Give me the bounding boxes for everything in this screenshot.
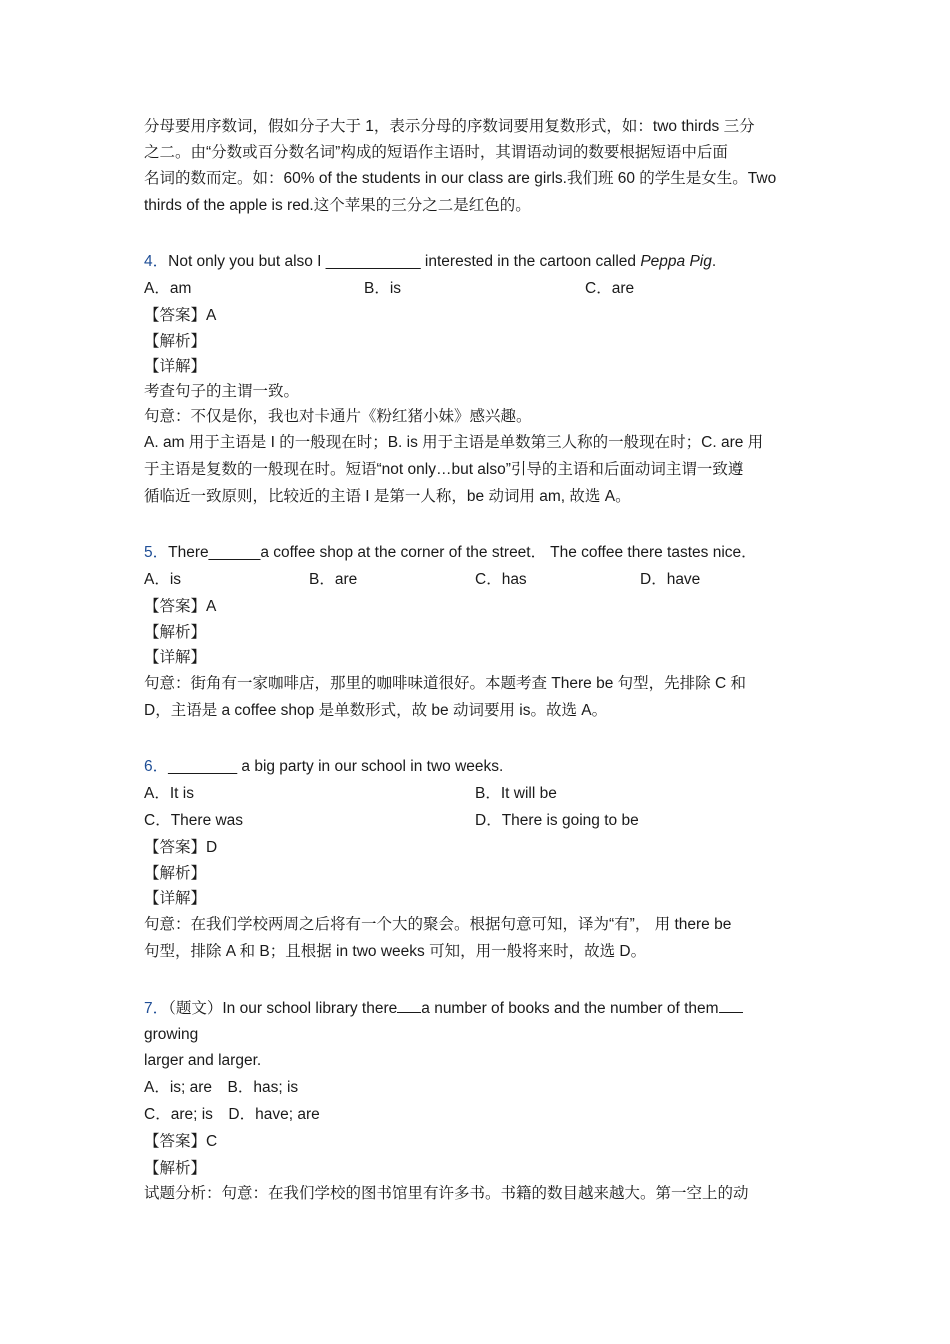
question-5-stem — [144, 543, 757, 563]
question-4-explain-3: A. am 用于主语是 I 的一般现在时；B. is 用于主语是单数第三人称的一般现在时；C. are 用 — [144, 434, 764, 451]
question-6-option-d: D．There is going to be — [475, 812, 639, 829]
question-7-options-2: C．are; is D．have; are — [144, 1106, 320, 1123]
question-7-line-3: larger and larger. — [144, 1052, 262, 1069]
question-6-option-a: A．It is — [144, 785, 194, 802]
question-7-blank-1 — [397, 998, 421, 1013]
question-5-option-d: D．have — [640, 571, 701, 588]
question-5-answer: 【答案】A — [144, 598, 217, 615]
question-7-answer: 【答案】C — [144, 1133, 218, 1150]
question-6-option-b: B．It will be — [475, 785, 557, 802]
question-4-answer: 【答案】A — [144, 307, 217, 324]
question-4-explain-4: 于主语是复数的一般现在时。短语“not only…but also”引导的主语和后面动词主谓一致遵 — [144, 461, 744, 478]
question-7-line-2: growing — [144, 1026, 199, 1043]
question-6-answer: 【答案】D — [144, 839, 218, 856]
question-5-analysis: 【解析】 — [144, 624, 207, 641]
question-7-text-b: a number of books and the number of them — [421, 1000, 719, 1017]
question-7-number: 7． — [144, 1000, 169, 1017]
question-4-analysis: 【解析】 — [144, 333, 207, 350]
question-4-end: . — [711, 253, 717, 270]
question-4-text: Not only you but also I ___________ interested in the cartoon called — [168, 253, 641, 270]
question-4-stem — [144, 252, 716, 272]
question-7-blank-2 — [719, 998, 743, 1013]
question-4-option-c: C．are — [585, 280, 635, 297]
question-4-option-a: A．am — [144, 280, 192, 297]
question-6-option-c: C．There was — [144, 812, 244, 829]
question-4-explain-2: 句意：不仅是你，我也对卡通片《粉红猪小妹》感兴趣。 — [144, 408, 532, 425]
question-7-stem — [144, 998, 743, 1019]
question-5-detail: 【详解】 — [144, 649, 207, 666]
question-4-detail: 【详解】 — [144, 358, 207, 375]
question-5-explain-2: D，主语是 a coffee shop 是单数形式，故 be 动词要用 is。故选 A。 — [144, 702, 608, 719]
question-4-explain-1: 考查句子的主谓一致。 — [144, 383, 300, 400]
question-5-text: There______a coffee shop at the corner of the street． The coffee there tastes nice． — [168, 544, 757, 561]
question-5-explain-1: 句意：街角有一家咖啡店，那里的咖啡味道很好。本题考查 There be 句型，先排除 C 和 — [144, 675, 746, 692]
question-5-option-b: B．are — [309, 571, 358, 588]
question-6-analysis: 【解析】 — [144, 865, 207, 882]
question-5-number: 5． — [144, 544, 169, 561]
question-4-explain-5: 循临近一致原则，比较近的主语 I 是第一人称，be 动词用 am, 故选 A。 — [144, 488, 631, 505]
intro-line-1: 分母要用序数词，假如分子大于 1，表示分母的序数词要用复数形式，如：two thirds 三分 — [144, 118, 755, 135]
question-6-text: ________ a big party in our school in two weeks. — [168, 758, 504, 775]
question-6-stem — [144, 757, 503, 777]
question-7-text-a: （题文）In our school library there — [168, 1000, 398, 1017]
question-6-number: 6． — [144, 758, 169, 775]
question-5-option-c: C．has — [475, 571, 527, 588]
question-6-detail: 【详解】 — [144, 890, 207, 907]
intro-line-3: 名词的数而定。如：60% of the students in our class are girls.我们班 60 的学生是女生。Two — [144, 170, 777, 187]
question-7-explain-1: 试题分析：句意：在我们学校的图书馆里有许多书。书籍的数目越来越大。第一空上的动 — [144, 1185, 749, 1202]
intro-line-2: 之二。由“分数或百分数名词”构成的短语作主语时，其谓语动词的数要根据短语中后面 — [144, 144, 728, 161]
question-5-option-a: A．is — [144, 571, 182, 588]
question-4-number: 4． — [144, 253, 169, 270]
question-4-option-b: B．is — [364, 280, 402, 297]
question-6-explain-1: 句意：在我们学校两周之后将有一个大的聚会。根据句意可知，译为“有”， 用 there be — [144, 916, 732, 933]
question-4-title: Peppa Pig — [640, 253, 712, 270]
question-7-options-1: A．is; are B．has; is — [144, 1079, 299, 1096]
question-6-explain-2: 句型，排除 A 和 B；且根据 in two weeks 可知，用一般将来时，故选 D。 — [144, 943, 647, 960]
intro-line-4: thirds of the apple is red.这个苹果的三分之二是红色的。 — [144, 197, 531, 214]
question-7-analysis: 【解析】 — [144, 1160, 207, 1177]
